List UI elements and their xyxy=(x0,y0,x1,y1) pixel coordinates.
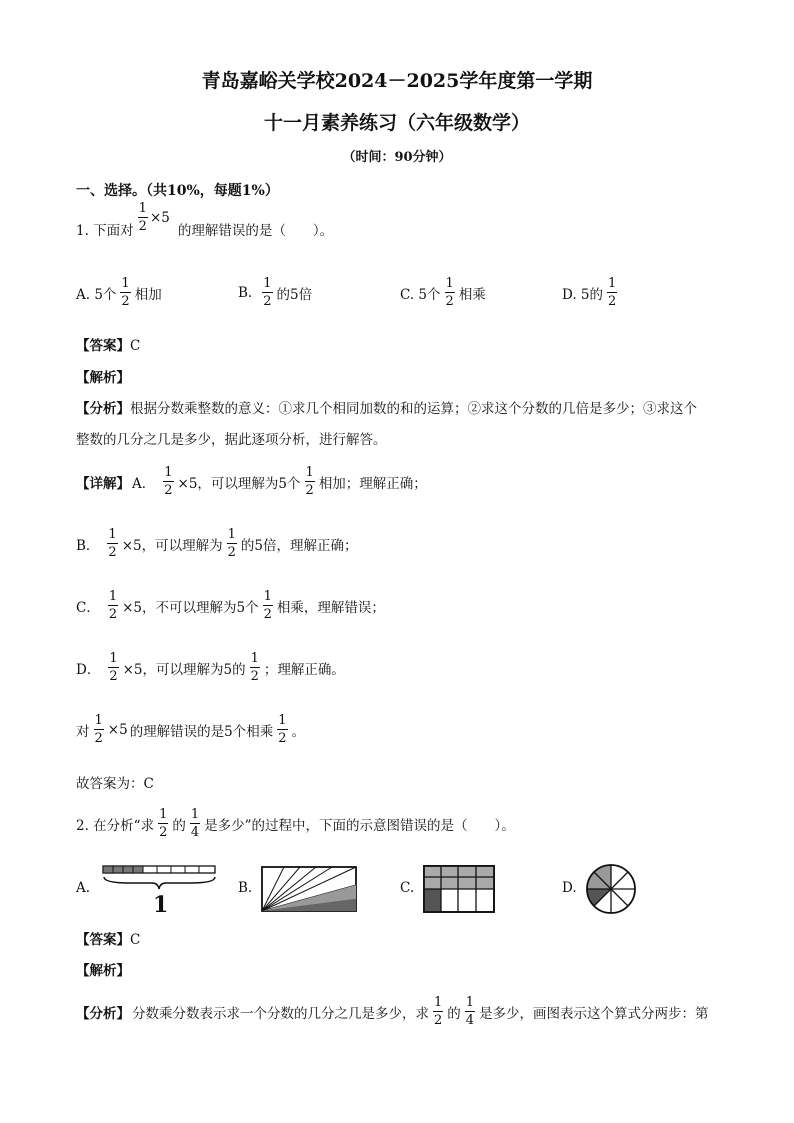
q2-option-b-label: B. xyxy=(238,880,253,896)
q1-detail-c: C． $\frac{1}{2}$ ×5，不可以理解为5个 $\frac{1}{2}$ 相乘，理解错误； xyxy=(76,589,385,622)
fraction-half: $\frac{1}{2}$ xyxy=(138,201,147,234)
q1-detail-b: B． $\frac{1}{2}$ ×5，可以理解为 $\frac{1}{2}$ 的5倍，理解正确； xyxy=(76,527,358,560)
time-note: （时间：90分钟） xyxy=(342,150,452,165)
q1-answer: 【答案】C xyxy=(76,338,141,354)
figure-d-circle xyxy=(584,862,638,916)
q2-option-a-label: A. xyxy=(76,880,91,896)
figure-b-rectangle xyxy=(260,865,360,913)
q1-option-b: B. $\frac{1}{2}$ 的5倍 xyxy=(238,276,313,309)
document-title: 青岛嘉峪关学校2024－2025学年度第一学期 xyxy=(201,70,593,92)
q1-fenxi-line1: 【分析】根据分数乘整数的意义：①求几个相同加数的和的运算；②求这个分数的几倍是多少；③求这个 xyxy=(76,401,697,417)
q1-prefix: 1. 下面对 xyxy=(76,222,134,239)
q2-fenxi-line: 【分析】 分数乘分数表示求一个分数的几分之几是多少，求 $\frac{1}{2}$ 的 $\frac{1}{4}$ 是多少，画图表示这个算式分两步：第 xyxy=(76,995,709,1028)
q1-detail-a: 【详解】 A． $\frac{1}{2}$ ×5，可以理解为5个 $\frac{1}{2}$ 相加；理解正确； xyxy=(76,465,427,498)
q1-option-c: C. 5个 $\frac{1}{2}$ 相乘 xyxy=(400,276,486,309)
q2-answer: 【答案】C xyxy=(76,932,141,948)
q2-option-d-label: D. xyxy=(562,880,577,896)
q1-stem xyxy=(76,201,334,244)
q1-conclusion: 对 $\frac{1}{2}$ ×5 的理解错误的是5个相乘 $\frac{1}{2}$ 。 xyxy=(76,713,306,746)
q1-option-d: D. 5的 $\frac{1}{2}$ xyxy=(562,276,617,309)
section-heading: 一、选择。（共10%，每题1%） xyxy=(76,183,279,199)
q2-option-c-label: C. xyxy=(400,880,415,896)
q1-final-answer: 故答案为：C xyxy=(76,776,154,792)
fraction-half: $\frac{1}{2}$ xyxy=(121,276,130,309)
fraction-half: $\frac{1}{2}$ xyxy=(608,276,617,309)
q2-stem: 2. 在分析“求 $\frac{1}{2}$ 的 $\frac{1}{4}$ 是多少”的过程中，下面的示意图错误的是（ ）。 xyxy=(76,807,515,840)
figure-a-brace-label: 1 xyxy=(153,892,169,918)
q1-analysis-label: 【解析】 xyxy=(76,370,130,386)
q2-analysis-label: 【解析】 xyxy=(76,963,130,979)
q1-detail-d: D． $\frac{1}{2}$ ×5，可以理解为5的 $\frac{1}{2}$ ；理解正确。 xyxy=(76,651,345,684)
fraction-half: $\frac{1}{2}$ xyxy=(445,276,454,309)
times-five: ×5 xyxy=(149,209,170,226)
document-subtitle: 十一月素养练习（六年级数学） xyxy=(263,112,530,134)
figure-c-grid xyxy=(422,864,496,914)
fraction-half: $\frac{1}{2}$ xyxy=(263,276,272,309)
q1-fenxi-line2: 整数的几分之几是多少，据此逐项分析，进行解答。 xyxy=(76,432,387,448)
q1-suffix: 的理解错误的是（ ）。 xyxy=(177,222,334,239)
q1-option-a: A. 5个 $\frac{1}{2}$ 相加 xyxy=(76,276,162,309)
